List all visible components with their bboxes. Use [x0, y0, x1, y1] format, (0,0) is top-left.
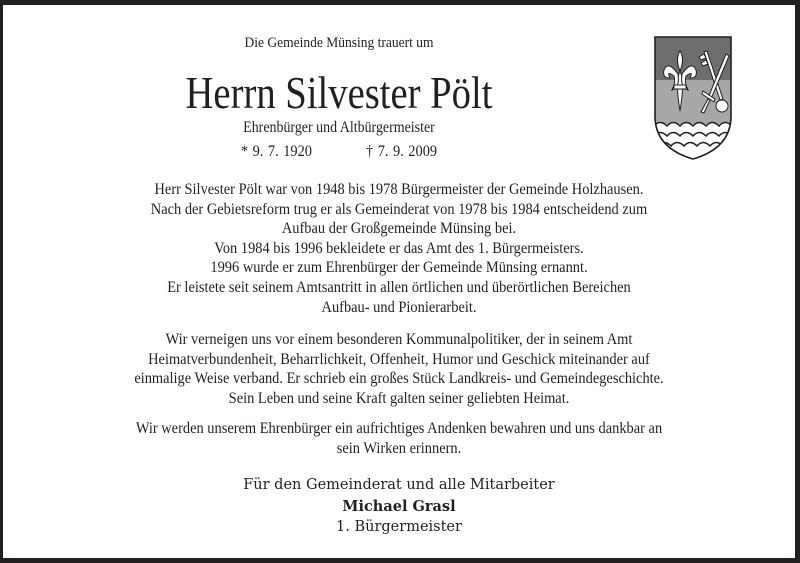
life-dates [0, 143, 695, 161]
coat-of-arms-icon [654, 36, 732, 160]
text-line: Herr Silvester Pölt war von 1948 bis 1978 Bürgermeister der Gemeinde Holzhausen. [154, 181, 644, 198]
deceased-name: Herrn Silvester Pölt [185, 67, 493, 118]
death-date: † 7. 9. 2009 [366, 143, 438, 160]
birth-date: * 9. 7. 1920 [240, 143, 312, 160]
text-line: Nach der Gebietsreform trug er als Gemeinderat von 1978 bis 1984 entscheidend zum [150, 200, 648, 218]
text-line: Von 1984 bis 1996 bekleidete er das Amt des 1. Bürgermeisters. [214, 239, 584, 257]
signer-name: Michael Grasl [342, 498, 456, 515]
intro-line: Die Gemeinde Münsing trauert um [244, 35, 434, 51]
text-line: Wir verneigen uns vor einem besonderen Kommunalpolitiker, der in seinem Amt [165, 331, 633, 348]
text-line: einmalige Weise verband. Er schrieb ein großes Stück Landkreis- und Gemeindegeschichte. [134, 370, 664, 388]
text-line: Er leistete seit seinem Amtsantritt in allen örtlichen und überörtlichen Bereichen [167, 278, 631, 296]
signer-role: 1. Bürgermeister [336, 519, 462, 535]
remembrance-paragraph [31, 419, 768, 458]
text-line: Heimatverbundenheit, Beharrlichkeit, Offenheit, Humor und Geschick miteinander auf [148, 350, 650, 368]
closing-line: Für den Gemeinderat und alle Mitarbeiter [243, 477, 555, 493]
text-line: sein Wirken erinnern. [336, 439, 462, 457]
tribute-paragraph [31, 330, 768, 408]
text-line: Sein Leben und seine Kraft galten seiner geliebten Heimat. [228, 389, 570, 407]
text-line: Wir werden unserem Ehrenbürger ein aufrichtiges Andenken bewahren und uns dankbar an [135, 420, 663, 437]
text-line: Aufbau- und Pionierarbeit. [321, 298, 477, 316]
biography-paragraph [31, 180, 768, 317]
honorary-title: Ehrenbürger und Altbürgermeister [243, 119, 435, 136]
text-line: 1996 wurde er zum Ehrenbürger der Gemeinde Münsing ernannt. [210, 259, 588, 277]
signature-block [3, 475, 795, 538]
text-line: Aufbau der Großgemeinde Münsing bei. [281, 220, 517, 238]
obituary-notice [3, 5, 795, 558]
